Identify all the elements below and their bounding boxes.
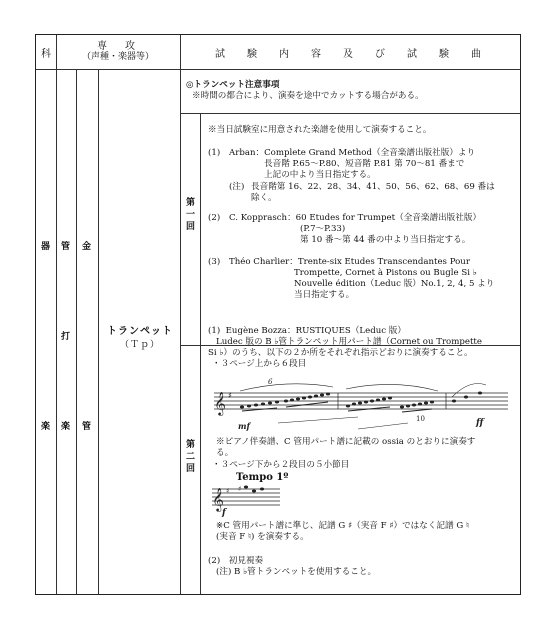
round2-item1-line: Ludec 版の B ♭管トランペット用パート譜（Cornet ou Trompette [216, 337, 482, 347]
col-divider [180, 35, 181, 594]
round2-item2-line: (2) 初見視奏 [208, 556, 264, 566]
round2-sub2: ・３ページ下から２段目の５小節目 [212, 460, 350, 470]
header-major-title: 専 攻 [97, 41, 139, 52]
svg-text:♯: ♯ [228, 391, 232, 400]
subject-bottom: 楽 [41, 422, 51, 432]
dynamic-mf: mf [238, 421, 250, 431]
family-kan: 管 [82, 422, 92, 432]
header-major [56, 35, 180, 69]
col-divider [56, 35, 57, 594]
round1-item1-line: 上記の中より当日指定する。 [264, 170, 376, 180]
round2-note1-line: ※ピアノ伴奏譜、C 管用パート譜に記載の ossia のとおりに演奏す [216, 437, 476, 447]
tempo-marking: Tempo 1º [236, 472, 289, 483]
score-excerpt-2 [208, 481, 288, 517]
exam-table [35, 34, 521, 595]
round1-item2-line: 第 10 番〜第 44 番の中より当日指定する。 [300, 235, 471, 245]
row-divider [36, 69, 520, 70]
category-gaku: 楽 [61, 422, 71, 432]
category-kan: 管 [61, 242, 71, 252]
round2-label: 第 二 回 [186, 440, 196, 474]
svg-text:♯: ♯ [238, 485, 242, 493]
row-divider [180, 113, 520, 114]
svg-text:𝄞: 𝄞 [214, 391, 226, 415]
round1-item2-num: (2) [208, 213, 221, 223]
round1-note-line: 長音階第 16、22、28、34、41、50、56、62、68、69 番は [251, 182, 495, 192]
round1-item3-line: 当日指定する。 [294, 290, 355, 300]
score-excerpt-1 [208, 371, 518, 437]
round2-note2-line: (実音 F ♮) を演奏する。 [216, 532, 309, 542]
round1-item3-num: (3) [208, 257, 221, 267]
instrument-name: トランペット （Ｔｐ） [107, 326, 173, 350]
round2-item1-line: ・３ページ上から６段目 [212, 359, 307, 369]
dynamic-f: f [222, 508, 226, 517]
header-content: 試 験 内 容 及 び 試 験 曲 [215, 48, 487, 60]
header-subject: 科 [41, 48, 51, 60]
round1-note-line: 除く。 [251, 193, 277, 203]
col-divider [200, 113, 201, 594]
round1-note-num: (注) [229, 182, 245, 192]
round1-label: 第 一 回 [186, 198, 196, 232]
round2-item1-line: Si ♭）のうち、以下の２か所をそれぞれ指示どおりに演奏すること。 [208, 348, 473, 358]
subject-top: 器 [41, 242, 51, 252]
round2-note2-line: ※C 管用パート譜に準じ、記譜 G ♯（実音 F ♯）ではなく記譜 G ♮ [216, 521, 470, 531]
svg-text:♯: ♯ [226, 487, 230, 495]
round1-item2-line: (P.7〜P.33) [300, 224, 346, 234]
dynamic-ff: ff [476, 418, 484, 428]
col-divider [76, 69, 77, 594]
svg-text:𝄞: 𝄞 [212, 487, 224, 511]
header-major-sub: （声種・楽器等） [81, 52, 154, 62]
round1-item3-line: Nouvelle édition（Leduc 版）No.1, 2, 4, 5 より [294, 279, 495, 289]
round1-item2-line: C. Kopprasch：60 Etudes for Trumpet（全音楽譜出版社版） [229, 213, 482, 223]
round1-item1-line: 長音階 P.65〜P.80、短音階 P.81 第 70〜81 番まで [264, 159, 465, 169]
category-da: 打 [61, 332, 71, 342]
round1-item3-line: Théo Charlier：Trente-six Etudes Transcendantes Pour [229, 257, 470, 267]
round1-item1-num: (1) [208, 148, 221, 158]
round1-intro: ※当日試験室に用意された楽譜を使用して演奏すること。 [208, 125, 432, 135]
tuplet-six: 6 [268, 378, 273, 386]
round2-item2-line: (注) B ♭管トランペットを使用すること。 [216, 567, 377, 577]
round1-item1-line: Arban：Complete Grand Method（全音楽譜出版社版）より [229, 148, 476, 158]
round2-note1-line: る。 [216, 448, 234, 458]
notice-text: ※時間の都合により、演奏を途中でカットする場合がある。 [192, 91, 424, 101]
notice-title: ◎トランペット注意事項 [186, 80, 280, 90]
round1-item3-line: Trompette, Cornet à Pistons ou Bugle Si ♭ [294, 268, 477, 278]
tuplet-ten: 10 [416, 415, 425, 423]
round2-item1-line: (1) Eugène Bozza：RUSTIQUES（Leduc 版） [208, 326, 406, 336]
col-divider [98, 69, 99, 594]
family-kin: 金 [82, 242, 92, 252]
